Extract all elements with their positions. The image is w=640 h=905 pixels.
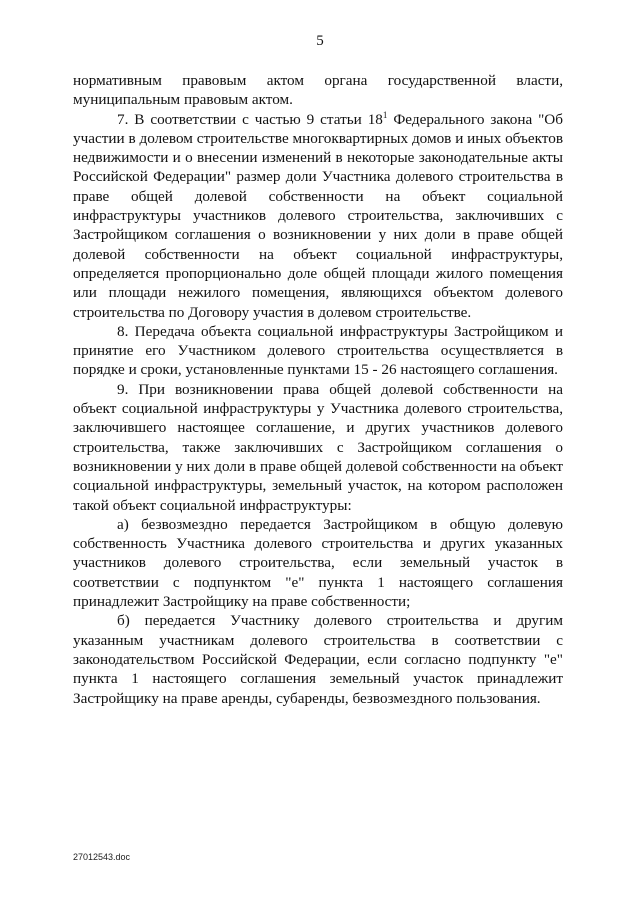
paragraph-8: 8. Передача объекта социальной инфраструктуры Застройщиком и принятие его Участником долевого строительства осуществляется в порядке и сроки, установленные пунктами 15 - 26 настоящего соглашения.: [73, 322, 563, 379]
document-body: [73, 71, 563, 708]
page-number: 5: [316, 33, 324, 49]
paragraph-9a: а) безвозмездно передается Застройщиком в общую долевую собственность Участника долевого строительства и других указанных участников долевого строительства, если земельный участок в соответствии с подпунктом "е" пункта 1 настоящего соглашения принадлежит Застройщику на праве собственности;: [73, 515, 563, 611]
paragraph-9b: б) передается Участнику долевого строительства и другим указанным участникам долевого строительства в соответствии с законодательством Российской Федерации, если согласно подпункту "е" пункта 1 настоящего соглашения земельный участок принадлежит Застройщику на праве аренды, субаренды, безвозмездного пользования.: [73, 612, 563, 707]
paragraph-7-body: Федерального закона "Об участии в долевом строительстве многоквартирных домов и иных объектов недвижимости и о внесении изменений в некоторые законодательные акты Российской Федерации" размер доли Участника долевого строительства в праве общей долевой собственности на объект социальной инфраструктуры участников долевого строительства, заключивших с Застройщиком соглашения о возникновении у них доли в праве общей долевой собственности на объект социальной инфраструктуры, определяется пропорционально доле общей площади жилого помещения или площади нежилого помещения, являющихся объектом долевого строительства по Договору участия в долевом строительстве.: [73, 110, 563, 321]
article-superscript: 1: [382, 109, 388, 120]
paragraph-7-prefix: 7. В соответствии с частью 9 статьи 18: [117, 110, 383, 128]
paragraph-9: 9. При возникновении права общей долевой собственности на объект социальной инфраструктуры у Участника долевого строительства, заключившего настоящее соглашение, и других участников долевого строительства, также заключивших с Застройщиком соглашения о возникновении у них доли в праве общей долевой собственности на объект социальной инфраструктуры, земельный участок, на котором расположен такой объект социальной инфраструктуры:: [73, 380, 563, 514]
paragraph-continuation: нормативным правовым актом органа государственной власти, муниципальным правовым актом.: [73, 72, 563, 109]
footer-file-code: 27012543.doc: [73, 852, 131, 862]
paragraph-7: [73, 110, 563, 322]
